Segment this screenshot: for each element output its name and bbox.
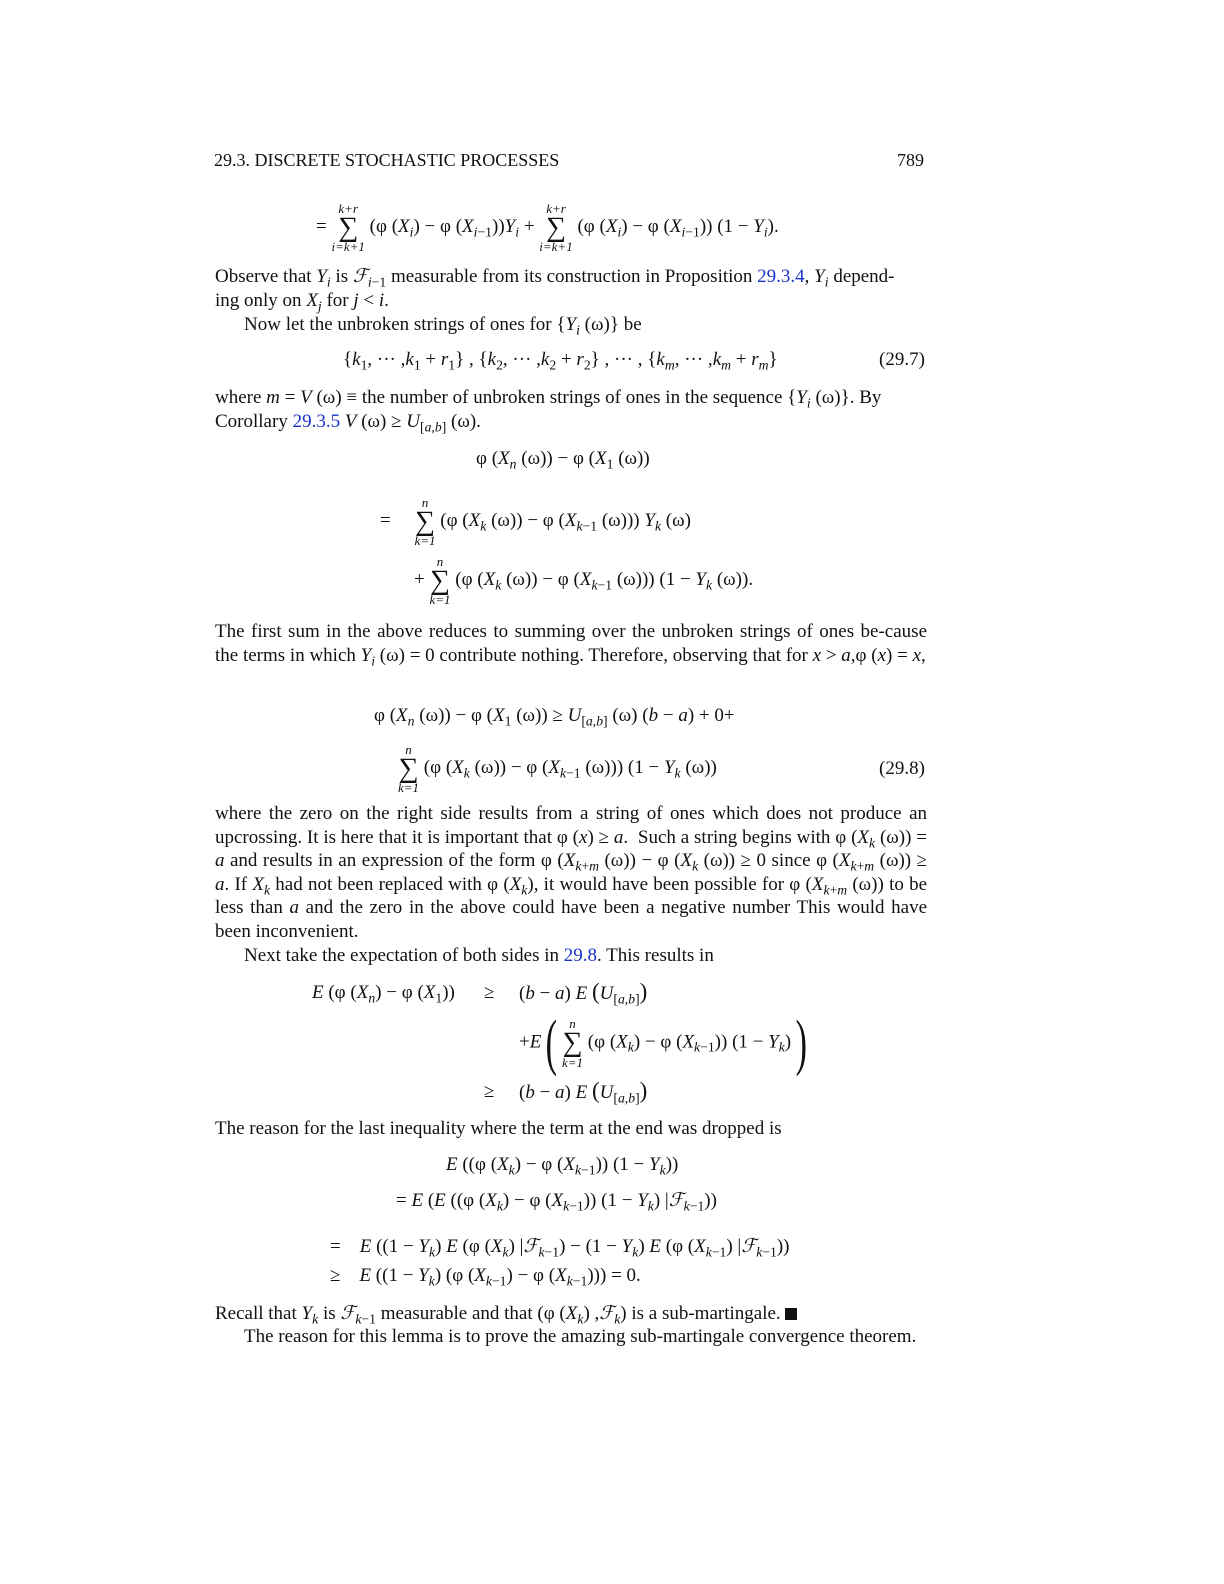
- running-header: 29.3. DISCRETE STOCHASTIC PROCESSES: [214, 150, 560, 170]
- paragraph-zero-right: where the zero on the right side results from a string of ones which does not produce an upcrossing. It is here that it is important that φ (x) ≥ a. Such a string begins with φ ($X_k$ (ω)) = a and results in an expression of the form φ ($X_{k+m}$ (ω)) − φ ($X_k$ (ω)) ≥ 0 since φ ($X_{k+m}$ (ω)) ≥ a. If $X_k$ had not been replaced with φ $(X_k)$, it would have been possible for φ ($X_{k+m}$ (ω)) to be less than a and the zero in the above could have been a negative number This would have been inconvenient.: [215, 803, 928, 942]
- equation-29-8-line2: n ∑ k=1 (φ ($X_k$ (ω)) − φ ($X_{k-1}$ (ω))) ($1 - Y_k$ (ω)): [398, 742, 717, 796]
- equation-continuation: = k+r ∑ i=k+1 (φ $(X_i) - \varphi$ $(X_{i-1}))Y_i$ + k+r ∑ i=k+1 (φ $(X_i) - \varphi$ $(X_{i-1})$) $(1 - Y_i)$.: [316, 201, 779, 255]
- expectation-geq-2: ≥: [484, 1081, 495, 1102]
- qed-square-icon: [785, 1308, 797, 1320]
- expectation-rhs-2: +E( n ∑ k=1 (φ $(X_k) - \varphi$ $(X_{k-1})$) $(1 - Y_k)$): [519, 1009, 808, 1077]
- expectation-lhs: E (φ $(X_n) - \varphi$ $(X_1)$): [312, 982, 455, 1006]
- equation-label-29-7: (29.7): [879, 349, 925, 370]
- expectation-rhs-1: (b − a) E $(U_{[a,b]})$: [519, 979, 648, 1007]
- paragraph-expectation: Next take the expectation of both sides in 29.8. This results in: [244, 945, 714, 966]
- ref-equation-29-8[interactable]: 29.8: [563, 945, 597, 966]
- paragraph-first-sum: The first sum in the above reduces to summing over the unbroken strings of ones be-cause the terms in which $Y_i$ (ω) = 0 contribute nothing. Therefore, observing that for x > a,φ (x) = x,: [215, 621, 927, 668]
- equation-sum-line2: + n ∑ k=1 (φ ($X_k$ (ω)) − φ ($X_{k-1}$ (ω))) ($1 - Y_k$ (ω)).: [414, 554, 754, 608]
- paragraph-lemma-reason: The reason for this lemma is to prove the amazing sub-martingale convergence theorem.: [244, 1326, 917, 1347]
- chain-line-1: E ((φ $(X_k) - \varphi$ $(X_{k-1})$) $(1 - Y_k)$): [446, 1154, 679, 1178]
- equation-29-7: {$k_1$, ··· $,k_1 + r_1$} , {$k_2$, ··· $,k_2 + r_2$} , ··· , {$k_m$, ··· $,k_m + r_m$}: [343, 349, 778, 373]
- expectation-geq-1: ≥: [484, 982, 495, 1003]
- equation-label-29-8: (29.8): [879, 758, 925, 779]
- paragraph-unbroken: Now let the unbroken strings of ones for {$Y_i$ (ω)} be: [244, 314, 642, 338]
- equation-difference: φ ($X_n$ (ω)) − φ ($X_1$ (ω)): [476, 448, 650, 472]
- paragraph-reason: The reason for the last inequality where the term at the end was dropped is: [215, 1118, 782, 1139]
- chain-line-4: ≥ E ($(1 - Y_k)$ (φ $(X_{k-1}) - \varphi$ $(X_{k-1}))) = 0$.: [330, 1265, 641, 1289]
- paragraph-recall: Recall that $Y_k$ is ℱ$_{k-1}$ measurable and that (φ $(X_k)$ ,ℱ$_k$) is a sub-martingale.: [215, 1302, 927, 1326]
- equation-29-8-line1: φ ($X_n$ (ω)) − φ ($X_1$ $(\omega)) \ge U_{[a,b]}$ (ω) (b − a) + 0+: [374, 705, 735, 729]
- ref-corollary[interactable]: 29.3.5: [292, 410, 341, 432]
- page-number: 789: [897, 150, 924, 170]
- paragraph-where-m: where m = V (ω) ≡ the number of unbroken strings of ones in the sequence {$Y_i$ (ω)}. By Corollary 29.3.5 V $(\omega) \ge U_{[a,b]}$ (ω).: [215, 387, 882, 434]
- chain-line-3: = E ($(1 - Y_k)$ E (φ $(X_k)$ |ℱ$_{k-1}$) − $(1 - Y_k)$ E (φ $(X_{k-1})$ |ℱ$_{k-1}$)): [330, 1236, 790, 1260]
- paragraph-observe: Observe that $Y_i$ is ℱ$_{i-1}$ measurable from its construction in Proposition 29.3.4, $Y_i$ depend- ing only on $X_j$ for j < i.: [215, 266, 895, 313]
- chain-line-2: = E (E ((φ $(X_k) - \varphi$ $(X_{k-1})$) $(1 - Y_k)$ |ℱ$_{k-1}$)): [396, 1190, 717, 1214]
- equation-sum-line1: = n ∑ k=1 (φ ($X_k$ (ω)) − φ ($X_{k-1}$ (ω))) $Y_k$ (ω): [380, 495, 691, 549]
- expectation-rhs-3: (b − a) E $(U_{[a,b]})$: [519, 1078, 648, 1106]
- ref-proposition[interactable]: 29.3.4: [757, 266, 805, 287]
